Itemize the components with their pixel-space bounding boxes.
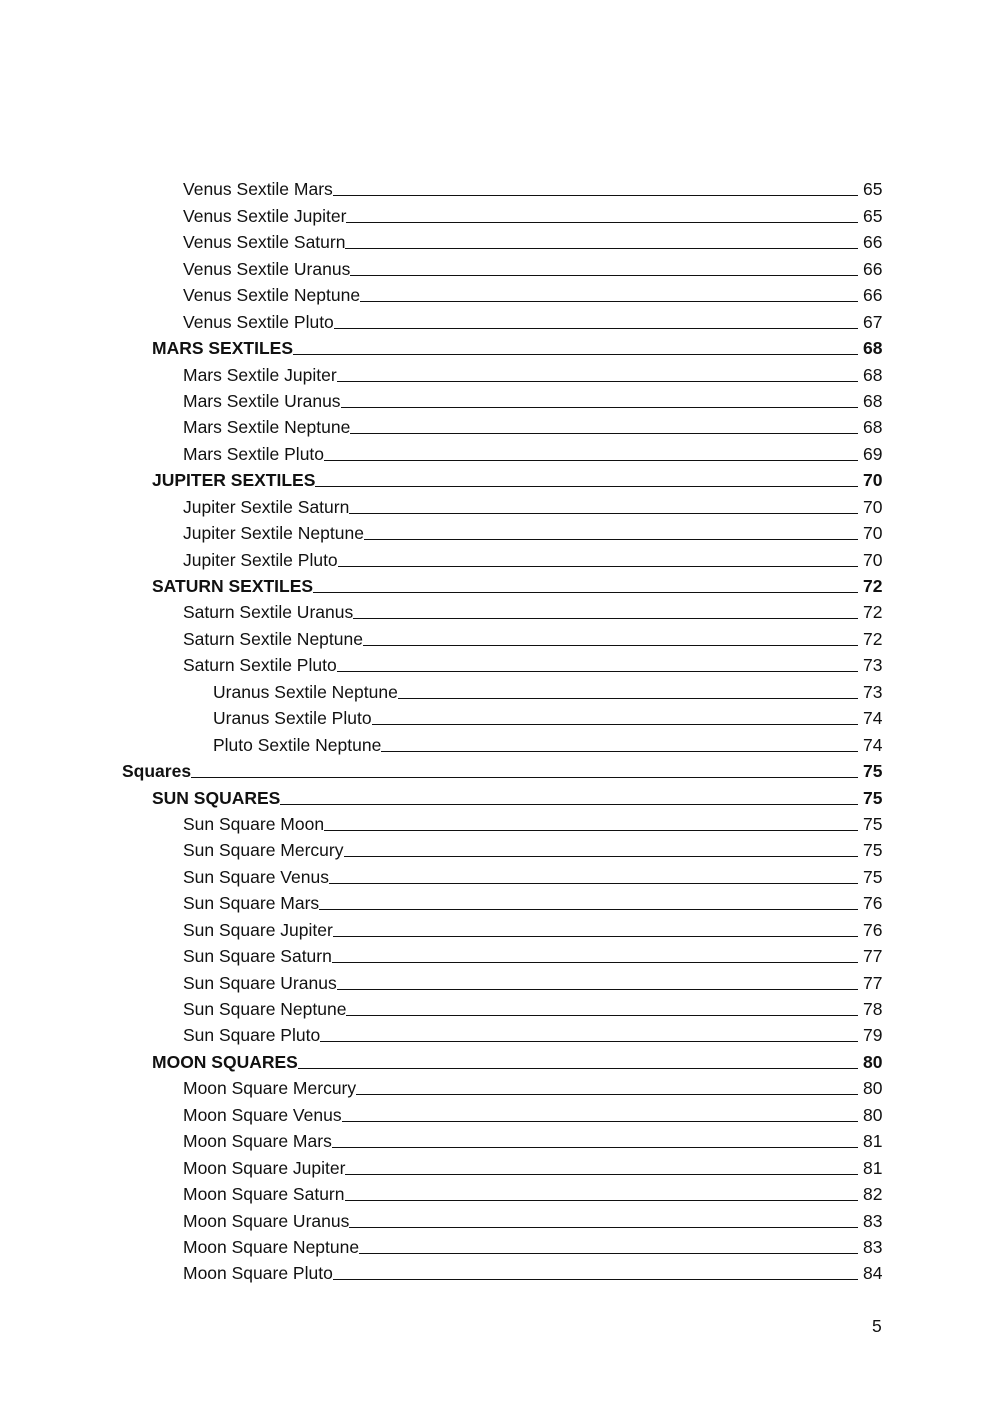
toc-entry-page[interactable]: 65	[863, 205, 883, 226]
toc-entry-title[interactable]: Saturn Sextile Pluto	[183, 655, 337, 676]
toc-entry-title[interactable]: Moon Square Jupiter	[183, 1157, 346, 1178]
toc-entry-page[interactable]: 80	[863, 1078, 883, 1099]
toc-entry-page[interactable]: 77	[863, 946, 883, 967]
toc-leader-line	[191, 776, 858, 778]
toc-leader-line	[333, 935, 858, 937]
toc-entry-title[interactable]: Jupiter Sextile Saturn	[183, 496, 350, 517]
toc-heading-entry[interactable]	[0, 332, 1005, 358]
toc-leader-line	[353, 617, 858, 619]
toc-entry-page[interactable]: 80	[863, 1104, 883, 1125]
toc-entry-page[interactable]: 70	[863, 496, 883, 517]
toc-leader-line	[350, 432, 858, 434]
toc-entry[interactable]	[0, 305, 1005, 331]
toc-entry-title[interactable]: Moon Square Pluto	[183, 1263, 333, 1284]
toc-entry[interactable]	[0, 226, 1005, 252]
toc-entry[interactable]	[0, 385, 1005, 411]
toc-leader-line	[334, 327, 858, 329]
toc-entry-title[interactable]: Sun Square Mercury	[183, 840, 344, 861]
toc-entry-page[interactable]: 75	[863, 787, 883, 808]
toc-entry-page[interactable]: 81	[863, 1131, 883, 1152]
toc-entry-title[interactable]: MOON SQUARES	[152, 1051, 298, 1072]
toc-entry-page[interactable]: 73	[863, 681, 883, 702]
toc-entry-title[interactable]: Sun Square Neptune	[183, 999, 347, 1019]
toc-entry[interactable]	[0, 517, 1005, 543]
toc-leader-line	[332, 1146, 858, 1148]
toc-entry-page[interactable]: 70	[863, 470, 883, 491]
toc-leader-line	[398, 697, 858, 699]
toc-leader-line	[372, 723, 858, 725]
toc-entry-page[interactable]: 83	[863, 1210, 883, 1231]
toc-entry[interactable]	[0, 649, 1005, 675]
toc-entry-page[interactable]: 76	[863, 893, 883, 914]
toc-entry-page[interactable]: 66	[863, 258, 883, 279]
toc-leader-line	[363, 644, 858, 646]
toc-leader-line	[349, 512, 858, 514]
toc-entry[interactable]	[0, 966, 1005, 992]
toc-entry-page[interactable]: 68	[863, 390, 883, 411]
toc-entry-page[interactable]: 67	[863, 311, 883, 332]
toc-entry-title[interactable]: Venus Sextile Neptune	[183, 285, 361, 306]
toc-entry[interactable]	[0, 702, 1005, 728]
toc-entry-page[interactable]: 84	[863, 1263, 883, 1284]
toc-leader-line	[364, 538, 858, 540]
toc-entry[interactable]	[0, 411, 1005, 437]
toc-entry[interactable]	[0, 834, 1005, 860]
toc-entry-title[interactable]: Jupiter Sextile Neptune	[183, 523, 364, 544]
toc-entry[interactable]	[0, 808, 1005, 834]
toc-entry-page[interactable]: 70	[863, 523, 883, 544]
toc-leader-line	[337, 380, 858, 382]
toc-entry-page[interactable]: 82	[863, 1184, 883, 1205]
toc-entry-title[interactable]: Sun Square Uranus	[183, 972, 337, 993]
toc-entry-title[interactable]: Sun Square Venus	[183, 866, 329, 887]
toc-leader-line	[333, 1278, 858, 1280]
toc-leader-line	[329, 882, 858, 884]
toc-leader-line	[342, 1120, 858, 1122]
toc-entry[interactable]	[0, 887, 1005, 913]
toc-leader-line	[349, 1226, 858, 1228]
toc-leader-line	[345, 247, 858, 249]
toc-entry-title[interactable]: Sun Square Saturn	[183, 946, 332, 967]
toc-leader-line	[337, 670, 858, 672]
toc-entry-page[interactable]: 65	[863, 179, 883, 200]
toc-leader-line	[313, 591, 858, 593]
toc-leader-line	[333, 194, 858, 196]
toc-entry-page[interactable]: 72	[863, 576, 883, 596]
toc-entry-title[interactable]: Mars Sextile Uranus	[183, 390, 341, 411]
toc-entry[interactable]	[0, 173, 1005, 199]
toc-entry-title[interactable]: Moon Square Neptune	[183, 1236, 360, 1257]
toc-entry-title[interactable]: Moon Square Venus	[183, 1104, 342, 1125]
toc-entry-title[interactable]: Venus Sextile Pluto	[183, 311, 334, 332]
toc-leader-line	[298, 1067, 858, 1069]
toc-leader-line	[356, 1093, 858, 1095]
toc-entry-title[interactable]: Saturn Sextile Uranus	[183, 602, 354, 623]
toc-leader-line	[346, 1014, 858, 1016]
toc-entry-title[interactable]: Sun Square Jupiter	[183, 919, 333, 940]
page-number: 5	[872, 1316, 882, 1336]
toc-entry[interactable]	[0, 940, 1005, 966]
toc-entry[interactable]	[0, 1098, 1005, 1124]
toc-entry-page[interactable]: 74	[863, 734, 883, 755]
toc-leader-line	[338, 565, 858, 567]
toc-entry-page[interactable]: 74	[863, 708, 883, 729]
toc-entry[interactable]	[0, 675, 1005, 701]
toc-leader-line	[293, 353, 858, 355]
toc-heading-entry[interactable]	[0, 1045, 1005, 1071]
toc-entry[interactable]	[0, 1204, 1005, 1230]
toc-leader-line	[320, 1040, 858, 1042]
toc-leader-line	[324, 829, 858, 831]
toc-entry-title[interactable]: Saturn Sextile Neptune	[183, 628, 363, 649]
toc-entry[interactable]	[0, 1125, 1005, 1151]
toc-leader-line	[332, 961, 858, 963]
toc-entry-page[interactable]: 78	[863, 999, 883, 1019]
toc-leader-line	[345, 1173, 858, 1175]
toc-entry-page[interactable]: 72	[863, 628, 883, 649]
toc-entry-page[interactable]: 80	[863, 1051, 883, 1072]
toc-entry-page[interactable]: 75	[863, 866, 883, 887]
toc-entry-title[interactable]: JUPITER SEXTILES	[152, 470, 316, 491]
toc-leader-line	[345, 1199, 859, 1201]
toc-entry-page[interactable]: 75	[863, 761, 883, 782]
toc-entry-page[interactable]: 72	[863, 602, 883, 623]
toc-entry-title[interactable]: Uranus Sextile Pluto	[213, 708, 372, 729]
toc-leader-line	[319, 908, 858, 910]
toc-entry-title[interactable]: Venus Sextile Jupiter	[183, 205, 347, 226]
toc-entry-title[interactable]: Sun Square Pluto	[183, 1025, 321, 1046]
toc-entry-page[interactable]: 73	[863, 655, 883, 676]
toc-entry[interactable]	[0, 728, 1005, 754]
toc-entry-page[interactable]: 69	[863, 443, 883, 464]
toc-leader-line	[344, 855, 859, 857]
toc-entry-page[interactable]: 68	[863, 338, 883, 359]
toc-entry[interactable]	[0, 860, 1005, 886]
toc-entry-title[interactable]: Uranus Sextile Neptune	[213, 681, 398, 702]
toc-heading-entry[interactable]	[0, 755, 1005, 781]
toc-entry-title[interactable]: Sun Square Mars	[183, 893, 320, 914]
toc-entry-title[interactable]: Sun Square Moon	[183, 813, 325, 834]
toc-entry-page[interactable]: 79	[863, 1025, 883, 1046]
toc-entry-title[interactable]: Jupiter Sextile Pluto	[183, 549, 338, 570]
table-of-contents	[0, 173, 1005, 1283]
toc-heading-entry[interactable]	[0, 570, 1005, 596]
toc-heading-entry[interactable]	[0, 781, 1005, 807]
toc-leader-line	[350, 274, 858, 276]
toc-entry-title[interactable]: Mars Sextile Jupiter	[183, 364, 337, 385]
toc-entry[interactable]	[0, 1231, 1005, 1257]
toc-entry-page[interactable]: 77	[863, 972, 883, 993]
toc-entry[interactable]	[0, 437, 1005, 463]
toc-entry[interactable]	[0, 199, 1005, 225]
toc-entry[interactable]	[0, 279, 1005, 305]
toc-entry[interactable]	[0, 1151, 1005, 1177]
toc-leader-line	[346, 221, 858, 223]
toc-entry-title[interactable]: Mars Sextile Pluto	[183, 443, 325, 464]
toc-entry-page[interactable]: 70	[863, 549, 883, 570]
toc-entry-page[interactable]: 76	[863, 919, 883, 940]
toc-entry-title[interactable]: Pluto Sextile Neptune	[213, 734, 382, 755]
toc-entry[interactable]	[0, 596, 1005, 622]
toc-entry-title[interactable]: MARS SEXTILES	[152, 338, 293, 359]
toc-entry[interactable]	[0, 358, 1005, 384]
toc-entry-page[interactable]: 68	[863, 417, 883, 438]
toc-entry[interactable]	[0, 543, 1005, 569]
toc-entry[interactable]	[0, 252, 1005, 278]
toc-entry-title[interactable]: Moon Square Saturn	[183, 1184, 345, 1205]
toc-entry-title[interactable]: Mars Sextile Neptune	[183, 417, 351, 438]
toc-entry-page[interactable]: 75	[863, 840, 883, 861]
toc-leader-line	[315, 485, 858, 487]
toc-entry[interactable]	[0, 622, 1005, 648]
toc-entry-page[interactable]: 83	[863, 1236, 883, 1257]
toc-entry-title[interactable]: Moon Square Mars	[183, 1131, 332, 1152]
toc-entry-page[interactable]: 66	[863, 232, 883, 253]
toc-entry[interactable]	[0, 1178, 1005, 1204]
toc-entry-page[interactable]: 81	[863, 1157, 883, 1178]
toc-entry-title[interactable]: Moon Square Uranus	[183, 1210, 350, 1231]
toc-leader-line	[280, 803, 858, 805]
toc-entry-page[interactable]: 66	[863, 285, 883, 306]
toc-entry-title[interactable]: SATURN SEXTILES	[152, 576, 314, 596]
toc-entry[interactable]	[0, 1257, 1005, 1283]
toc-leader-line	[359, 1252, 858, 1254]
toc-entry-title[interactable]: Venus Sextile Uranus	[183, 258, 351, 279]
toc-entry-title[interactable]: Squares	[122, 761, 192, 782]
toc-entry-title[interactable]: SUN SQUARES	[152, 787, 281, 808]
toc-leader-line	[324, 459, 858, 461]
toc-entry-page[interactable]: 68	[863, 364, 883, 385]
toc-leader-line	[360, 300, 858, 302]
toc-leader-line	[337, 988, 858, 990]
toc-leader-line	[381, 750, 858, 752]
toc-entry[interactable]	[0, 993, 1005, 1019]
toc-entry-title[interactable]: Venus Sextile Mars	[183, 179, 333, 200]
toc-entry[interactable]	[0, 1072, 1005, 1098]
toc-entry-title[interactable]: Moon Square Mercury	[183, 1078, 357, 1099]
toc-entry[interactable]	[0, 913, 1005, 939]
toc-heading-entry[interactable]	[0, 464, 1005, 490]
toc-entry-page[interactable]: 75	[863, 813, 883, 834]
toc-entry[interactable]	[0, 490, 1005, 516]
toc-entry-title[interactable]: Venus Sextile Saturn	[183, 232, 346, 253]
toc-leader-line	[341, 406, 858, 408]
toc-entry[interactable]	[0, 1019, 1005, 1045]
